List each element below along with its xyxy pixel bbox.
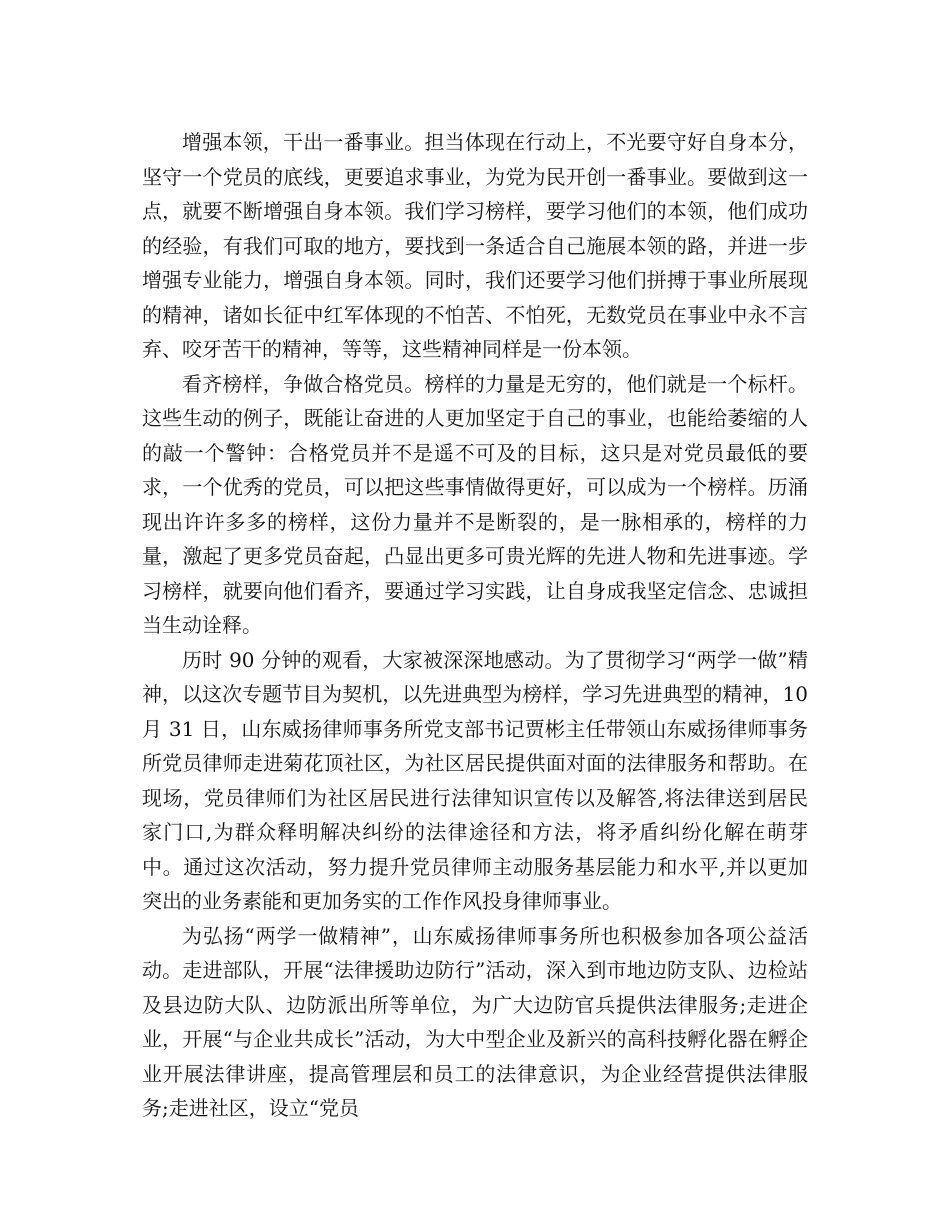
paragraph-2: 看齐榜样，争做合格党员。榜样的力量是无穷的，他们就是一个标杆。这些生动的例子，既能让奋进的人更加坚定于自己的事业，也能给萎缩的人的敲一个警钟：合格党员并不是遥不可及的目标，这只是对党员最低的要求，一个优秀的党员，可以把这些事情做得更好，可以成为一个榜样。历涌现出许许多多的榜样，这份力量并不是断裂的，是一脉相承的，榜样的力量，激起了更多党员奋起，凸显出更多可贵光辉的先进人物和先进事迹。学习榜样，就要向他们看齐，要通过学习实践，让自身成我坚定信念、忠诚担当生动诠释。: [142, 371, 808, 637]
paragraph-4: 为弘扬“两学一做精神”，山东威扬律师事务所也积极参加各项公益活动。走进部队，开展“法律援助边防行”活动，深入到市地边防支队、边检站及县边防大队、边防派出所等单位，为广大边防官兵提供法律服务;走进企业，开展“与企业共成长”活动，为大中型企业及新兴的高科技孵化器在孵企业开展法律讲座，提高管理层和员工的法律意识，为企业经营提供法律服务;走进社区，设立“党员: [142, 923, 808, 1120]
paragraph-3: 历时 90 分钟的观看，大家被深深地感动。为了贯彻学习“两学一做”精神，以这次专题节目为契机，以先进典型为榜样，学习先进典型的精神，10 月 31 日，山东威扬律师事务所党支部书记贾彬主任带领山东威扬律师事务所党员律师走进菊花顶社区，为社区居民提供面对面的法律服务和帮助。在现场，党员律师们为社区居民进行法律知识宣传以及解答,将法律送到居民家门口,为群众释明解决纠纷的法律途径和方法，将矛盾纠纷化解在萌芽中。通过这次活动，努力提升党员律师主动服务基层能力和水平,并以更加突出的业务素能和更加务实的工作作风投身律师事业。: [142, 647, 808, 913]
document-body: [142, 125, 808, 1126]
paragraph-1: 增强本领，干出一番事业。担当体现在行动上，不光要守好自身本分，坚守一个党员的底线，更要追求事业，为党为民开创一番事业。要做到这一点，就要不断增强自身本领。我们学习榜样，要学习他们的本领，他们成功的经验，有我们可取的地方，要找到一条适合自己施展本领的路，并进一步增强专业能力，增强自身本领。同时，我们还要学习他们拼搏于事业所展现的精神，诸如长征中红军体现的不怕苦、不怕死，无数党员在事业中永不言弃、咬牙苦干的精神，等等，这些精神同样是一份本领。: [142, 130, 808, 361]
